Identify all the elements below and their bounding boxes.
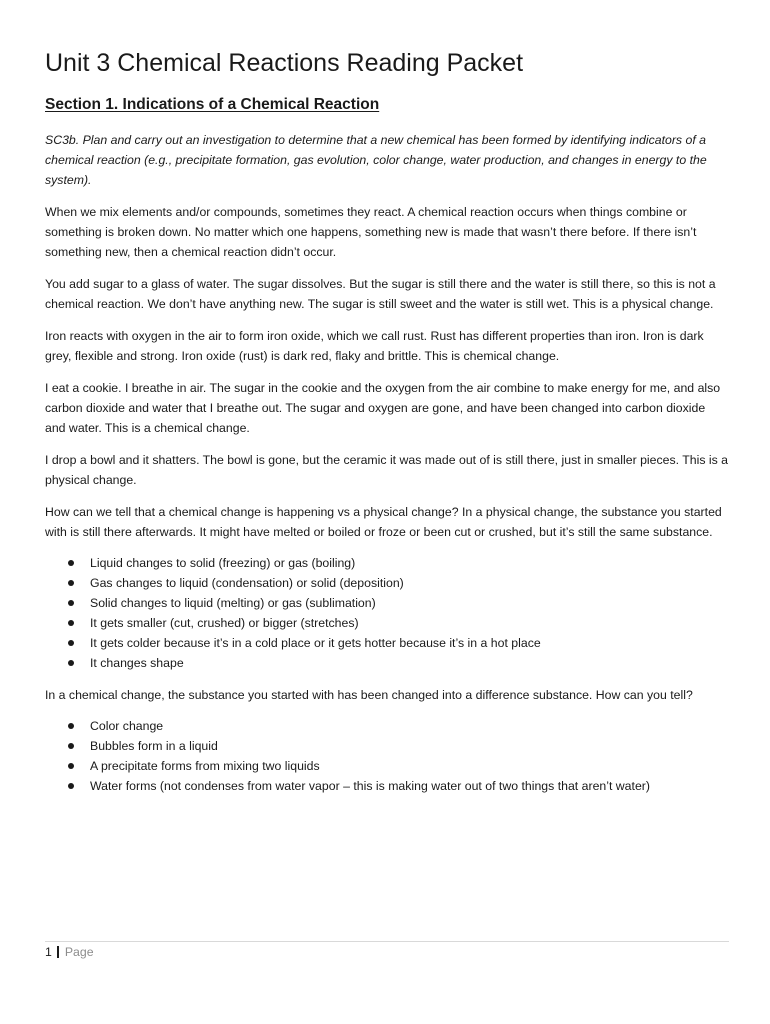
paragraph-intro: When we mix elements and/or compounds, sometimes they react. A chemical reaction occurs when things combine or something is broken down. No matter which one happens, something new is made that wasn’t there before. If there isn’t something new, then a chemical reaction didn’t occur. [45, 205, 697, 259]
list-item [45, 756, 729, 776]
bullet-icon [68, 743, 74, 749]
list-item-text: Water forms (not condenses from water vapor – this is making water out of two things that aren’t water) [90, 779, 650, 793]
list-item [45, 716, 729, 736]
chemical-change-list [45, 716, 729, 796]
list-item [45, 593, 729, 613]
paragraph-cookie: I eat a cookie. I breathe in air. The sugar in the cookie and the oxygen from the air combine to make energy for me, and also carbon dioxide and water that I breathe out. The sugar and oxygen are gone, and have been changed into carbon dioxide and water. This is a chemical change. [45, 381, 721, 435]
bullet-icon [68, 763, 74, 769]
list-item-text: A precipitate forms from mixing two liquids [90, 759, 320, 773]
footer-divider [45, 941, 729, 942]
list-item-text: It changes shape [90, 656, 184, 670]
bullet-icon [68, 600, 74, 606]
bullet-icon [68, 723, 74, 729]
list-item [45, 736, 729, 756]
page-label: Page [64, 945, 94, 959]
list-item [45, 553, 729, 573]
paragraph-sugar-water: You add sugar to a glass of water. The sugar dissolves. But the sugar is still there and the water is still there, so this is not a chemical reaction. We don’t have anything new. The sugar is still sweet and the water is still wet. This is a physical change. [45, 277, 716, 311]
page-footer [45, 944, 94, 960]
bullet-icon [68, 660, 74, 666]
bullet-icon [68, 560, 74, 566]
paragraph-how-to-tell: How can we tell that a chemical change is happening vs a physical change? In a physical change, the substance you started with is still there afterwards. It might have melted or boiled or froze or been cut or crushed, but it’s still the same substance. [45, 505, 722, 539]
list-item-text: Gas changes to liquid (condensation) or solid (deposition) [90, 576, 404, 590]
paragraph-chemical-change-intro: In a chemical change, the substance you started with has been changed into a difference substance. How can you tell? [45, 688, 693, 702]
list-item-text: It gets smaller (cut, crushed) or bigger (stretches) [90, 616, 359, 630]
page-number: 1 [45, 945, 52, 959]
list-item-text: Bubbles form in a liquid [90, 739, 218, 753]
list-item-text: It gets colder because it’s in a cold place or it gets hotter because it’s in a hot place [90, 636, 541, 650]
list-item [45, 776, 729, 796]
list-item-text: Liquid changes to solid (freezing) or gas (boiling) [90, 556, 356, 570]
list-item-text: Color change [90, 719, 164, 733]
list-item-text: Solid changes to liquid (melting) or gas (sublimation) [90, 596, 376, 610]
document-title: Unit 3 Chemical Reactions Reading Packet [45, 49, 524, 77]
bullet-icon [68, 783, 74, 789]
list-item [45, 573, 729, 593]
list-item [45, 633, 729, 653]
paragraph-iron-rust: Iron reacts with oxygen in the air to form iron oxide, which we call rust. Rust has different properties than iron. Iron is dark grey, flexible and strong. Iron oxide (rust) is dark red, flaky and brittle. This is chemical change. [45, 329, 704, 363]
bullet-icon [68, 620, 74, 626]
list-item [45, 653, 729, 673]
bullet-icon [68, 640, 74, 646]
list-item [45, 613, 729, 633]
paragraph-bowl: I drop a bowl and it shatters. The bowl is gone, but the ceramic it was made out of is still there, just in smaller pieces. This is a physical change. [45, 453, 729, 487]
footer-separator [57, 946, 59, 958]
bullet-icon [68, 580, 74, 586]
physical-change-list [45, 553, 729, 673]
section-heading: Section 1. Indications of a Chemical Reaction [45, 96, 380, 113]
page-content [45, 46, 729, 796]
standard-statement: SC3b. Plan and carry out an investigation to determine that a new chemical has been formed by identifying indicators of a chemical reaction (e.g., precipitate formation, gas evolution, color change, water production, and changes in energy to the system). [45, 133, 707, 187]
